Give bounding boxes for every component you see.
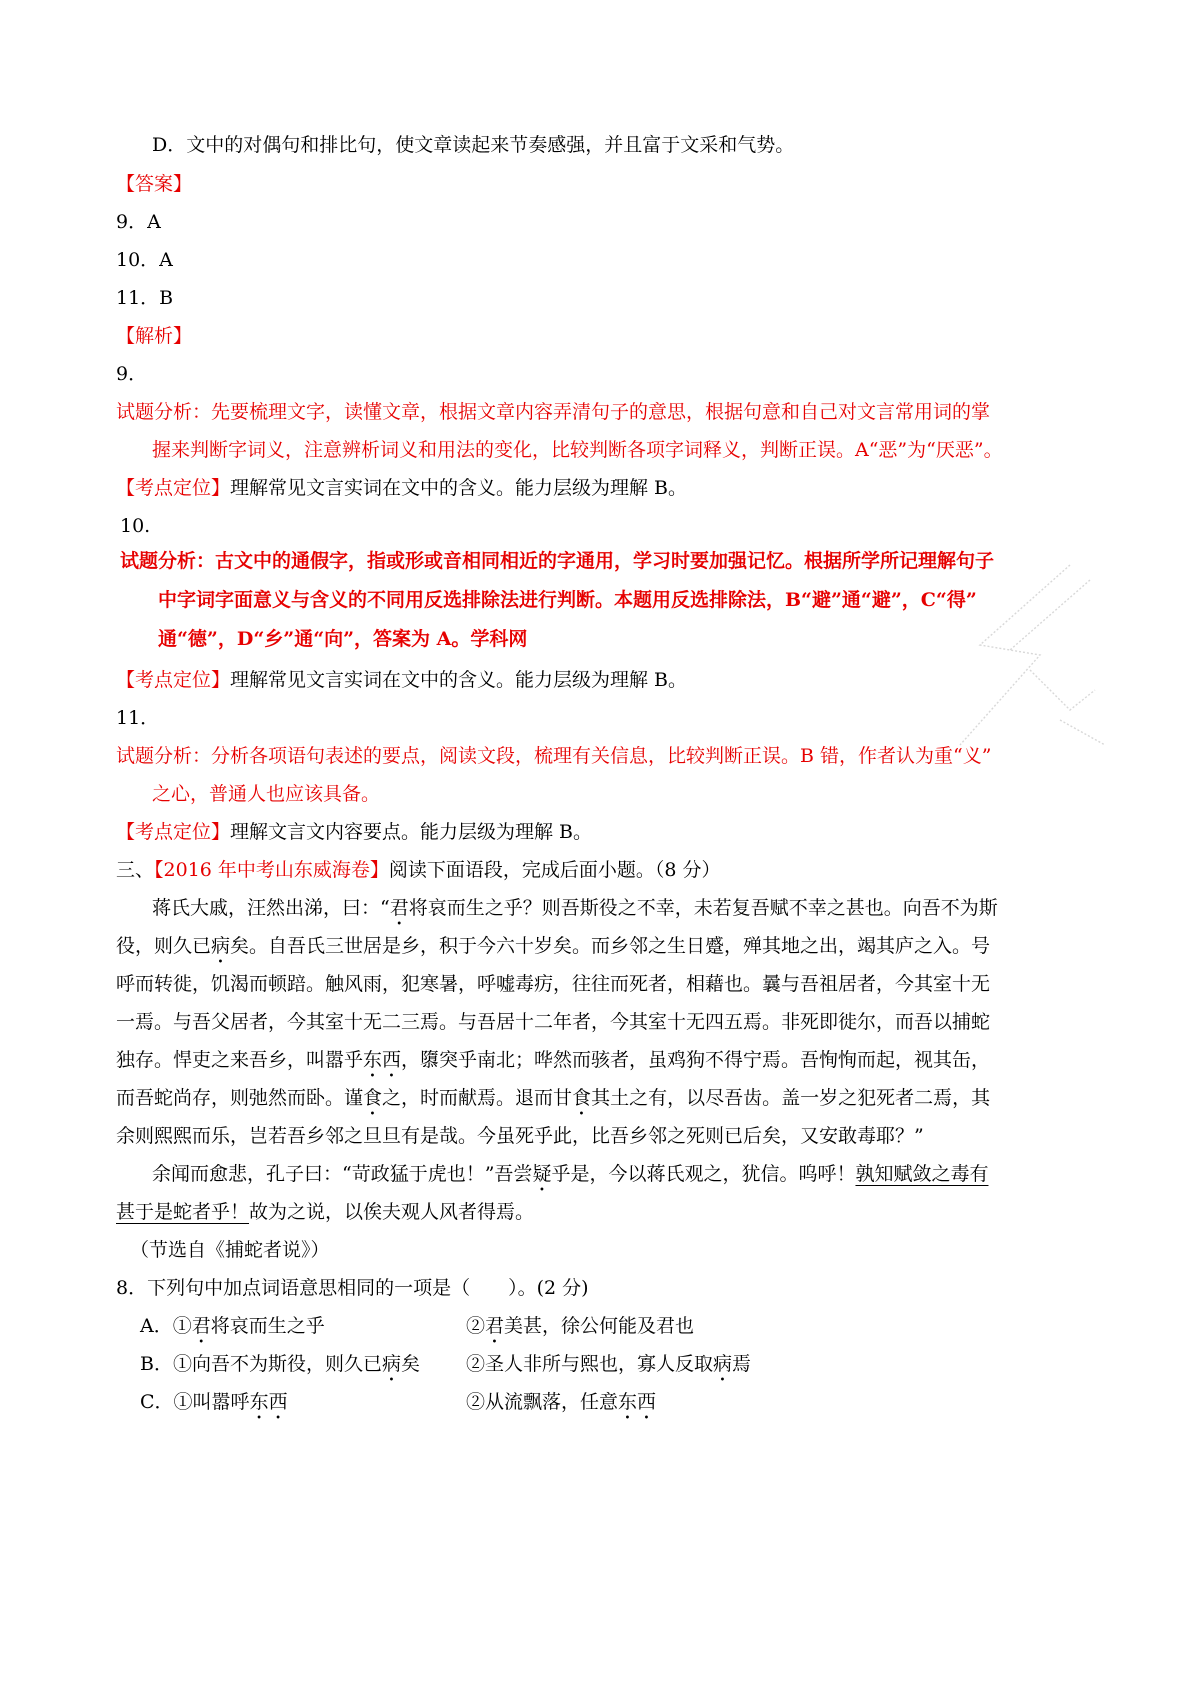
analysis-11-line-1: 试题分析：分析各项语句表述的要点，阅读文段，梳理有关信息，比较判断正误。B 错，作者认为重“义” xyxy=(116,745,992,767)
passage-line: 呼而转徙，饥渴而顿踣。触风雨，犯寒暑，呼嘘毒疠，往往而死者，相藉也。曩与吾祖居者，今其室十无 xyxy=(116,973,991,995)
keypoint-tag: 【考点定位】 xyxy=(116,821,231,843)
dotted-word: 病 xyxy=(211,935,231,957)
analysis-10-line-2: 中字词字面意义与含义的不同用反选排除法进行判断。本题用反选排除法，B“避”通“避”，C“得” xyxy=(158,589,977,611)
analysis-11-line-2: 之心，普通人也应该具备。 xyxy=(152,783,381,805)
option-d-line: D．文中的对偶句和排比句，使文章读起来节奏感强，并且富于文采和气势。 xyxy=(152,134,795,156)
answer-9: 9．A xyxy=(116,211,161,233)
analysis-9-line-2: 握来判断字词义，注意辨析词义和用法的变化，比较判断各项字词释义，判断正误。A“恶”为“厌恶”。 xyxy=(152,439,1003,461)
keypoint-text: 理解常见文言实词在文中的含义。能力层级为理解 B。 xyxy=(230,669,688,691)
analysis-number-11: 11． xyxy=(116,707,160,729)
analysis-number-9: 9． xyxy=(116,363,148,385)
section-number: 三、 xyxy=(116,859,155,881)
keypoint-text: 理解文言文内容要点。能力层级为理解 B。 xyxy=(230,821,593,843)
dotted-word: 食 xyxy=(572,1087,592,1109)
section-3-heading xyxy=(116,857,1096,883)
analysis-number-10: 10. xyxy=(120,515,151,537)
answer-10: 10．A xyxy=(116,249,173,271)
passage-line: 一焉。与吾父居者，今其室十无二三焉。与吾居十二年者，今其室十无四五焉。非死即徙尔，而吾以捕蛇 xyxy=(116,1011,991,1033)
analysis-10-line-1: 试题分析：古文中的通假字，指或形或音相同相近的字通用，学习时要加强记忆。根据所学所记理解句子 xyxy=(120,550,995,572)
passage-line: 役，则久已病矣。自吾氏三世居是乡，积于今六十岁矣。而乡邻之生日蹙，殚其地之出，竭其庐之入。号 xyxy=(116,935,991,957)
answer-header: 【答案】 xyxy=(116,173,193,195)
dotted-word: 君 xyxy=(389,897,409,919)
keypoint-9 xyxy=(116,475,1096,501)
passage-line: 余闻而愈悲，孔子曰：“苛政猛于虎也！”吾尝疑乎是，今以蒋氏观之，犹信。呜呼！孰知赋敛之毒有 xyxy=(152,1163,989,1185)
option-b-left: B．①向吾不为斯役，则久已病矣 xyxy=(140,1353,421,1375)
option-c-right: ②从流飘落，任意东西 xyxy=(466,1391,657,1413)
question-8: 8．下列句中加点词语意思相同的一项是（ ）。(2 分) xyxy=(116,1277,589,1299)
section-source: 【2016 年中考山东威海卷】 xyxy=(154,859,389,881)
dotted-word: 病 xyxy=(713,1353,733,1375)
option-c-left: C．①叫嚣呼东西 xyxy=(140,1391,288,1413)
underlined-sentence: 孰知赋敛之毒有 xyxy=(855,1163,989,1185)
keypoint-11 xyxy=(116,819,1096,845)
dotted-word: 君 xyxy=(191,1315,211,1337)
dotted-word: 东西 xyxy=(363,1049,402,1071)
analysis-10-line-3: 通“德”，D“乡”通“向”，答案为 A。学科网 xyxy=(158,628,528,650)
dotted-word: 东西 xyxy=(618,1391,657,1413)
analysis-header: 【解析】 xyxy=(116,325,193,347)
section-instruction: 阅读下面语段，完成后面小题。（8 分） xyxy=(388,859,721,881)
dotted-word: 食 xyxy=(363,1087,383,1109)
keypoint-tag: 【考点定位】 xyxy=(116,669,231,691)
dotted-word: 疑 xyxy=(532,1163,552,1185)
dotted-word: 东西 xyxy=(249,1391,288,1413)
passage-source: （节选自《捕蛇者说》） xyxy=(130,1239,330,1261)
option-b-right: ②圣人非所与熙也，寡人反取病焉 xyxy=(466,1353,752,1375)
passage-line: 余则熙熙而乐，岂若吾乡邻之旦旦有是哉。今虽死乎此，比吾乡邻之死则已后矣，又安敢毒耶？” xyxy=(116,1125,924,1147)
passage-line: 甚于是蛇者乎！故为之说，以俟夫观人风者得焉。 xyxy=(116,1201,535,1223)
dotted-word: 病 xyxy=(381,1353,401,1375)
answer-11: 11．B xyxy=(116,287,174,309)
analysis-9-line-1: 试题分析：先要梳理文字，读懂文章，根据文章内容弄清句子的意思，根据句意和自己对文言常用词的掌 xyxy=(116,401,991,423)
keypoint-tag: 【考点定位】 xyxy=(116,477,231,499)
dotted-word: 君 xyxy=(485,1315,505,1337)
passage-line: 蒋氏大戚，汪然出涕，曰：“君将哀而生之乎？则吾斯役之不幸，未若复吾赋不幸之甚也。向吾不为斯 xyxy=(152,897,998,919)
keypoint-10 xyxy=(116,667,1096,693)
underlined-sentence: 甚于是蛇者乎！ xyxy=(116,1201,250,1223)
passage-line: 独存。悍吏之来吾乡，叫嚣乎东西，隳突乎南北；哗然而骇者，虽鸡狗不得宁焉。吾恂恂而起，视其缶， xyxy=(116,1049,991,1071)
keypoint-text: 理解常见文言实词在文中的含义。能力层级为理解 B。 xyxy=(230,477,688,499)
passage-line: 而吾蛇尚存，则弛然而卧。谨食之，时而献焉。退而甘食其土之有，以尽吾齿。盖一岁之犯死者二焉，其 xyxy=(116,1087,991,1109)
option-a-right: ②君美甚，徐公何能及君也 xyxy=(466,1315,695,1337)
option-a-left: A．①君将哀而生之乎 xyxy=(140,1315,325,1337)
